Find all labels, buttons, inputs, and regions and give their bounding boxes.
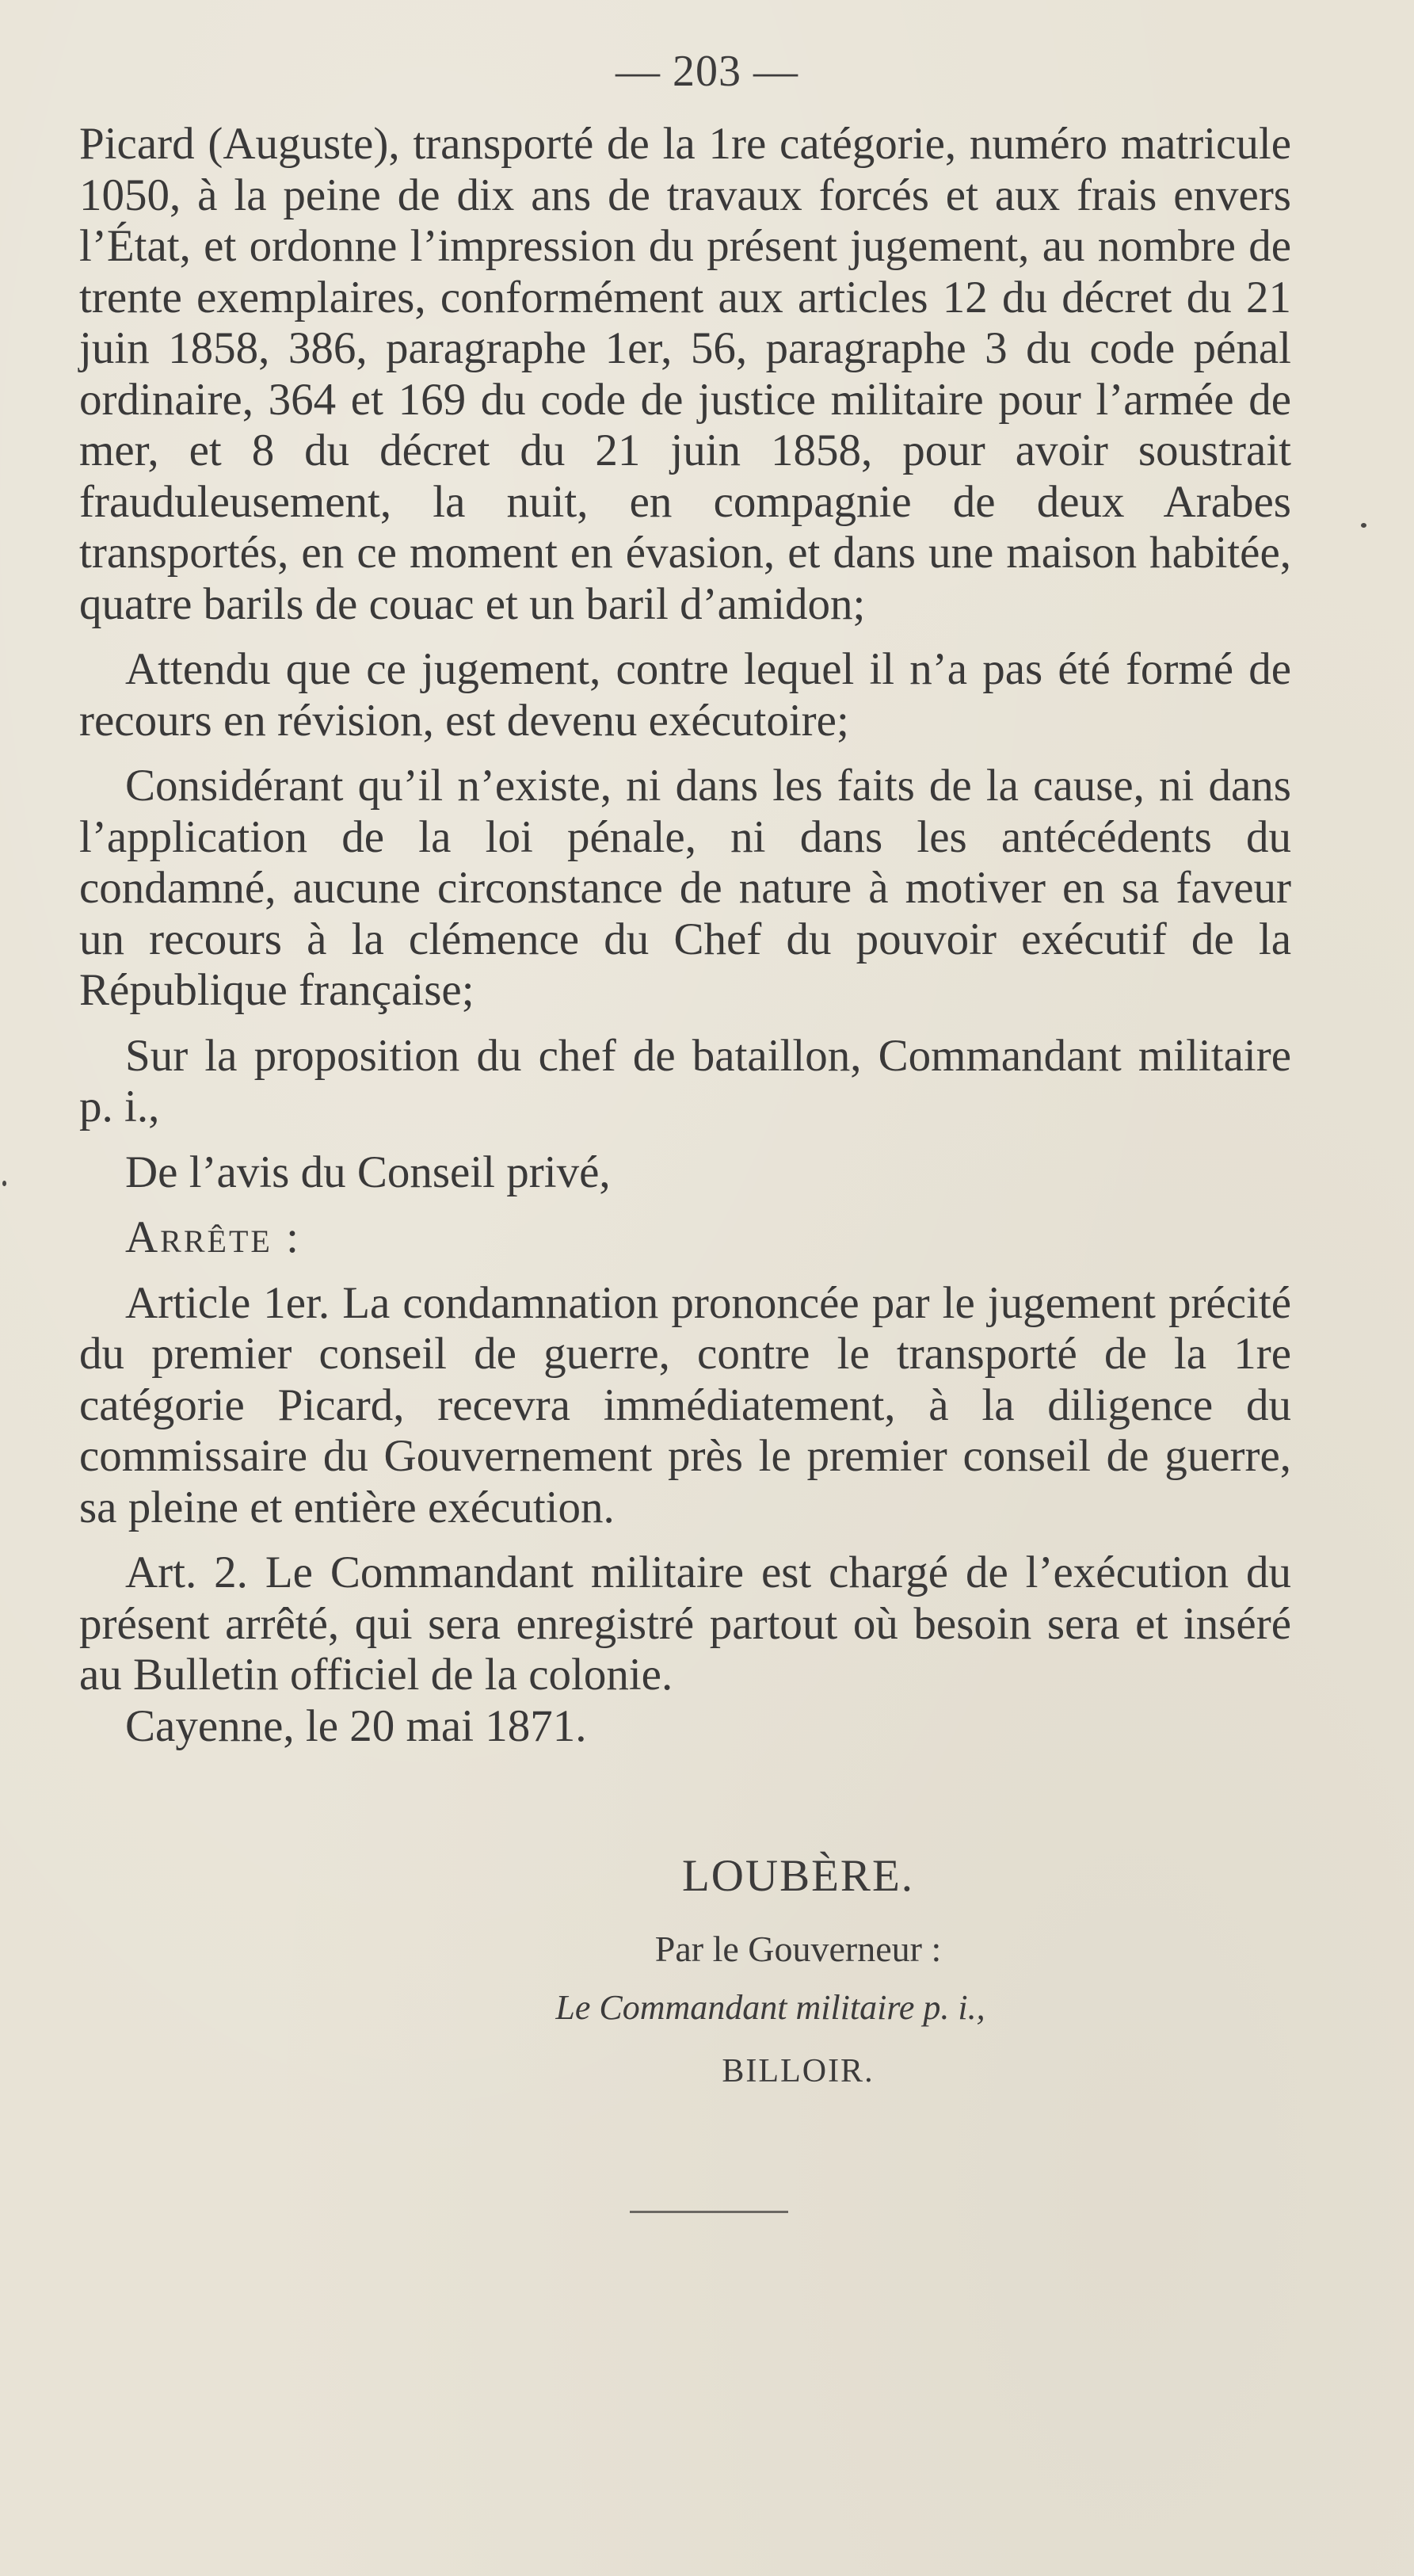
- paragraph-judgment: Picard (Auguste), transporté de la 1re catégorie, numéro matricule 1050, à la peine de dix ans de travaux forcés et aux frais envers l’État, et ordonne l’impression du présent jugement, au nombre de trente exemplaires, conformément aux articles 12 du décret du 21 juin 1858, 386, paragraphe 1er, 56, paragraphe 3 du code pénal ordinaire, 364 et 169 du code de justice militaire pour l’armée de mer, et 8 du décret du 21 juin 1858, pour avoir soustrait frauduleusement, la nuit, en compagnie de deux Arabes transportés, en ce moment en évasion, et dans une maison habitée, quatre barils de couac et un baril d’amidon;: [79, 119, 1291, 629]
- paragraph-proposition: Sur la proposition du chef de bataillon, Commandant militaire p. i.,: [79, 1030, 1291, 1132]
- ink-speck: [1361, 523, 1366, 528]
- paragraph-date-place: Cayenne, le 20 mai 1871.: [125, 1700, 587, 1751]
- paragraph-attendu: Attendu que ce jugement, contre lequel il n’a pas été formé de recours en révision, est devenu exécutoire;: [79, 644, 1291, 746]
- page-number: — 203 —: [616, 47, 798, 96]
- paragraph-avis: De l’avis du Conseil privé,: [125, 1147, 611, 1197]
- signature-par-le-gouverneur: Par le Gouverneur :: [654, 1929, 942, 1969]
- signature-name: LOUBÈRE.: [681, 1851, 915, 1901]
- paragraph-article-2: Art. 2. Le Commandant militaire est chargé de l’exécution du présent arrêté, qui sera enregistré partout où besoin sera et inséré au Bulletin officiel de la colonie.: [79, 1548, 1291, 1700]
- paragraph-considerant: Considérant qu’il n’existe, ni dans les faits de la cause, ni dans l’application de la loi pénale, ni dans les antécédents du condamné, aucune circonstance de nature à motiver en sa faveur un recours à la clémence du Chef du pouvoir exécutif de la République française;: [79, 761, 1291, 1015]
- ink-speck: [2, 1181, 6, 1186]
- paragraph-arrete: Arrête :: [125, 1212, 301, 1262]
- body-text: [79, 119, 1291, 1752]
- signature-countersign: BILLOIR.: [722, 2053, 875, 2089]
- closing-rule: [630, 2211, 788, 2213]
- signature-role: Le Commandant militaire p. i.,: [555, 1988, 985, 2027]
- paragraph-article-1: Article 1er. La condamnation prononcée par le jugement précité du premier conseil de guerre, contre le transporté de la 1re catégorie Picard, recevra immédiatement, à la diligence du commissaire du Gouvernement près le premier conseil de guerre, sa pleine et entière exécution.: [79, 1277, 1291, 1532]
